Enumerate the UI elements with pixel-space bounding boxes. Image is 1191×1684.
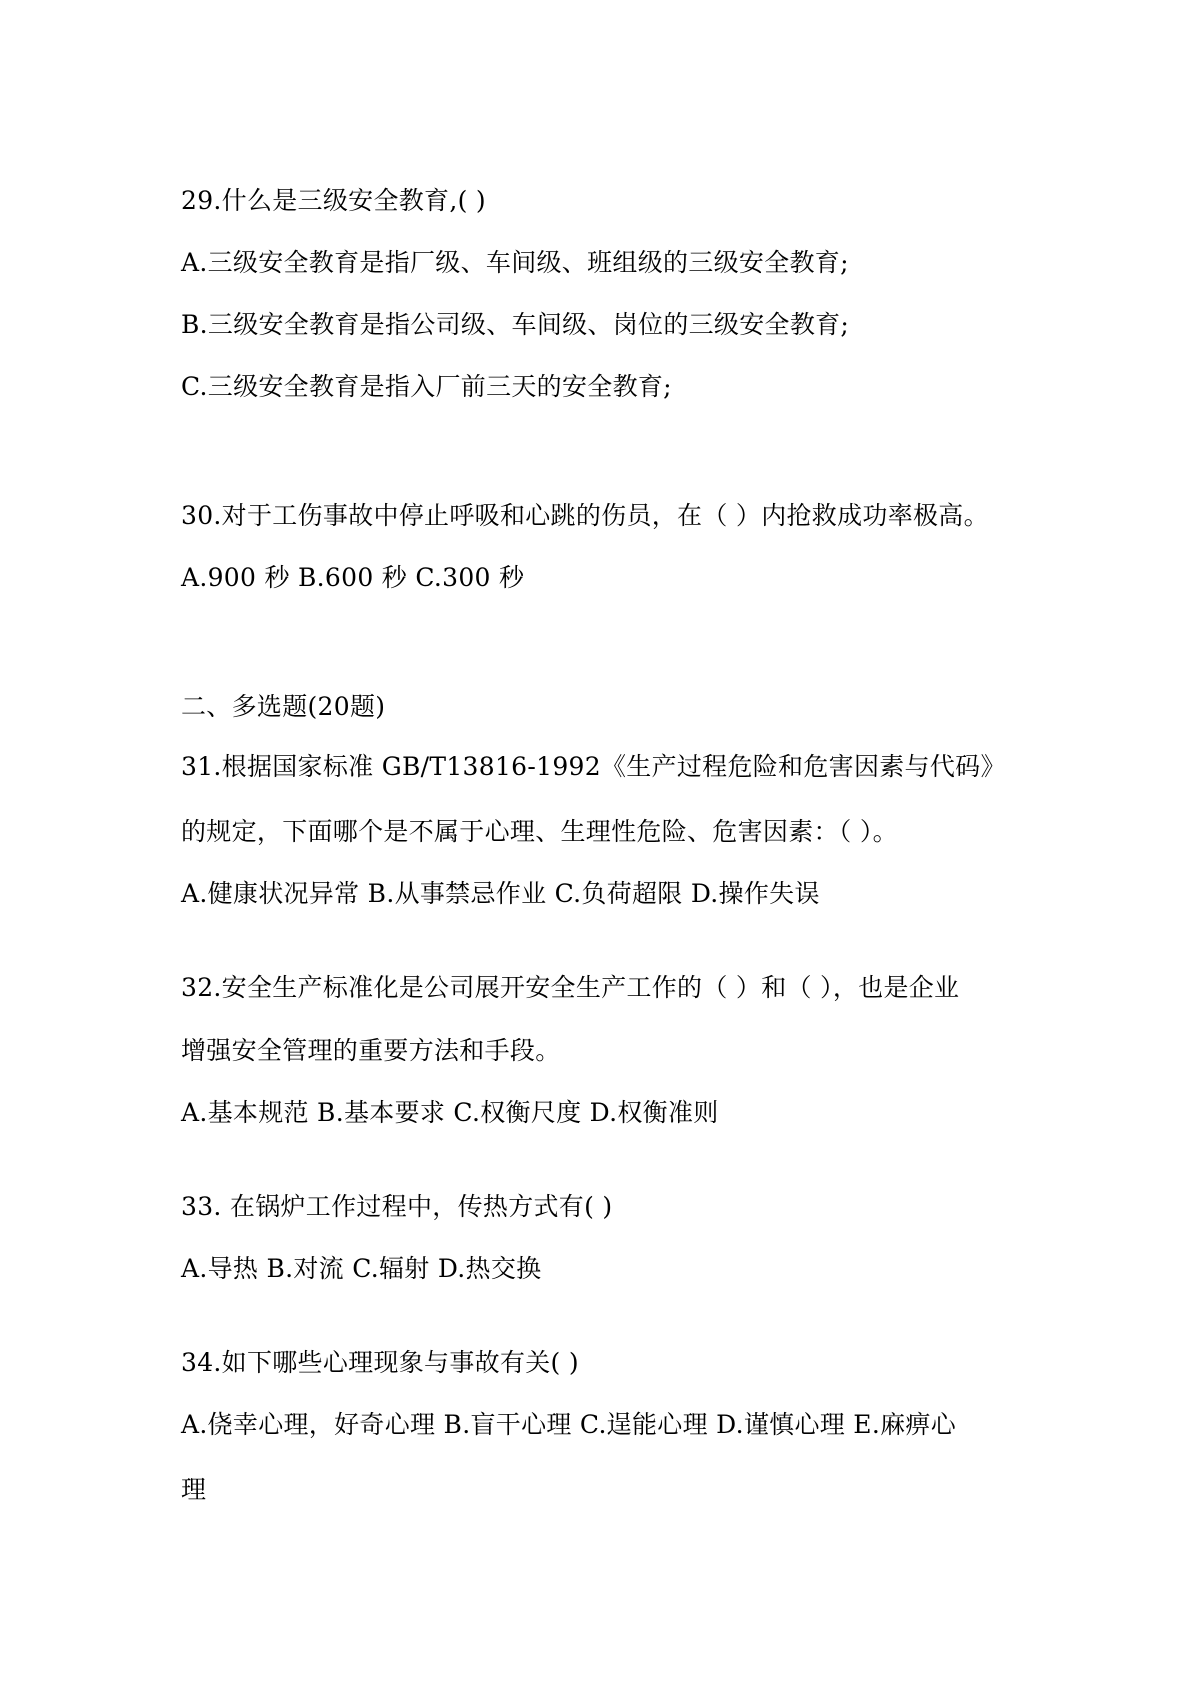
question-33-options: A.导热 B.对流 C.辐射 D.热交换 [181, 1254, 542, 1283]
question-29: 29.什么是三级安全教育,( ) [181, 186, 486, 215]
question-31-line-1: 31.根据国家标准 GB/T13816-1992《生产过程危险和危害因素与代码》 [181, 752, 1006, 781]
question-31-line-2: 的规定，下面哪个是不属于心理、生理性危险、危害因素：（ ）。 [181, 817, 898, 846]
question-34: 34.如下哪些心理现象与事故有关( ) [181, 1348, 579, 1377]
question-33: 33. 在锅炉工作过程中，传热方式有( ) [181, 1192, 613, 1221]
question-34-options-line-2: 理 [181, 1475, 207, 1504]
question-30: 30.对于工伤事故中停止呼吸和心跳的伤员，在（ ）内抢救成功率极高。 [181, 501, 989, 530]
question-29-option-c: C.三级安全教育是指入厂前三天的安全教育; [181, 372, 672, 401]
question-32-options: A.基本规范 B.基本要求 C.权衡尺度 D.权衡准则 [181, 1098, 719, 1127]
section-title-multiple-choice: 二、多选题(20题) [181, 692, 386, 721]
question-31-options: A.健康状况异常 B.从事禁忌作业 C.负荷超限 D.操作失误 [181, 879, 820, 908]
question-32-line-2: 增强安全管理的重要方法和手段。 [181, 1036, 561, 1065]
question-29-option-b: B.三级安全教育是指公司级、车间级、岗位的三级安全教育; [181, 310, 850, 339]
question-29-option-a: A.三级安全教育是指厂级、车间级、班组级的三级安全教育; [181, 248, 849, 277]
question-30-options: A.900 秒 B.600 秒 C.300 秒 [181, 563, 525, 592]
question-34-options-line-1: A.侥幸心理，好奇心理 B.盲干心理 C.逞能心理 D.谨慎心理 E.麻痹心 [181, 1410, 956, 1439]
question-32-line-1: 32.安全生产标准化是公司展开安全生产工作的（ ）和（ ），也是企业 [181, 973, 960, 1002]
